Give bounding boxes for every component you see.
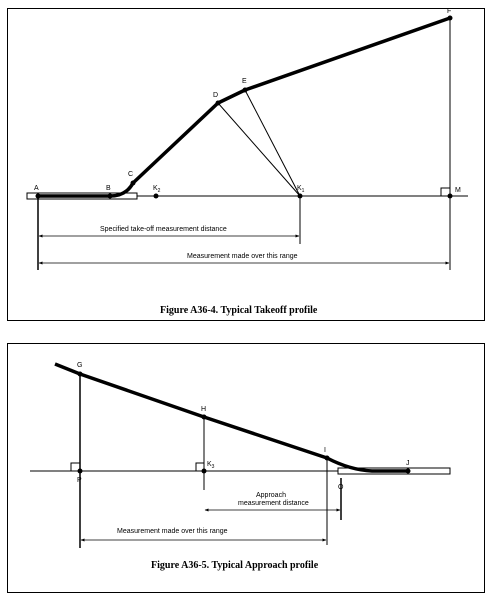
point-f [448,16,453,21]
label-c: C [128,171,134,178]
takeoff-diagram [27,8,468,316]
point-m [448,194,453,199]
label-h: H [201,406,207,413]
label-a: A [34,185,39,192]
label-k1: $K_1$ [297,185,305,194]
point-a [36,194,41,199]
approach-caption: Figure A36-5. Typical Approach profile [151,560,319,571]
label-f: F [447,8,452,15]
takeoff-caption: Figure A36-4. Typical Takeoff profile [160,305,318,316]
label-d: D [213,92,219,99]
label-j: J [406,460,410,467]
point-i [325,456,330,461]
approach-flight-path [55,364,408,471]
takeoff-flight-path [38,18,450,196]
point-e [243,88,248,93]
label-p: P [77,477,82,484]
label-k3: $K_3$ [207,461,215,470]
label-e: E [242,78,247,85]
point-b [108,194,113,199]
point-g [78,372,83,377]
approach-diagram [30,362,450,571]
label-i: I [324,447,326,454]
dim-label-range: Measurement made over this range [187,253,298,260]
point-p [78,469,83,474]
point-k2 [154,194,159,199]
dim-label-range-approach: Measurement made over this range [117,528,228,535]
point-k1 [298,194,303,199]
dim-label-approach-2: measurement distance [238,500,309,507]
label-m: M [455,187,461,194]
label-k2: $K_2$ [153,185,161,194]
point-j [406,469,411,474]
point-h [202,415,207,420]
label-o: O [338,484,344,491]
label-b: B [106,185,111,192]
dim-label-measurement-distance: Specified take-off measurement distance [100,226,227,233]
point-k3 [202,469,207,474]
dim-label-approach-1: Approach [256,492,286,499]
label-g: G [77,362,83,369]
point-d [216,101,221,106]
point-c [131,181,136,186]
